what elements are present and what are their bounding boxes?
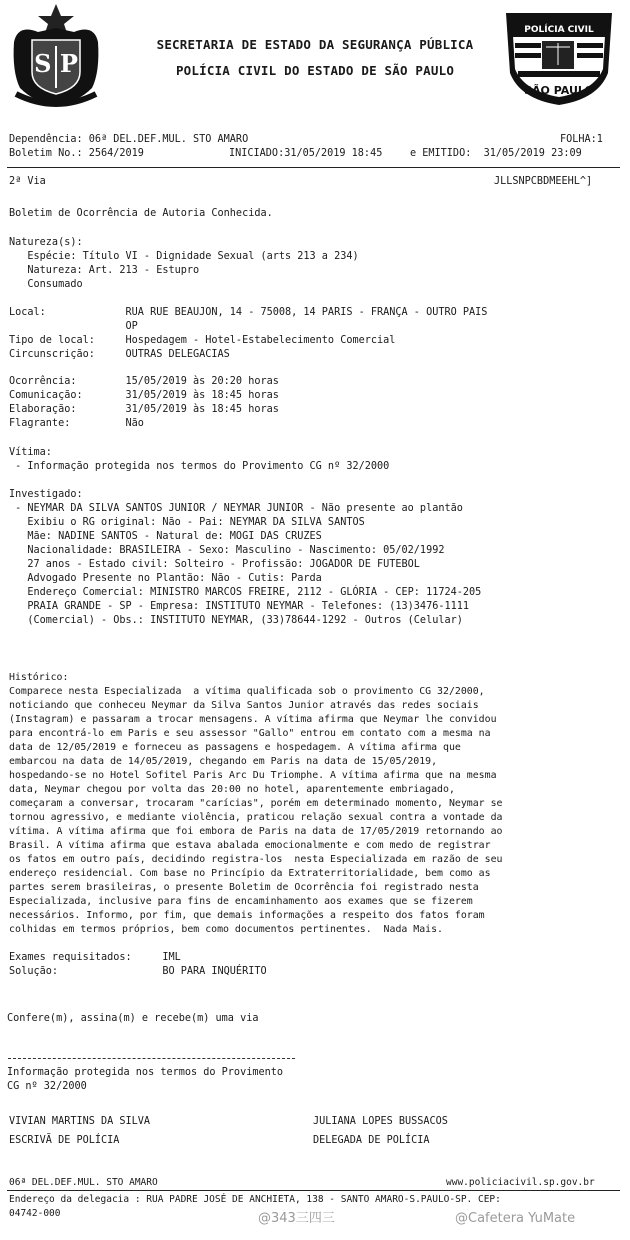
policia-civil-badge (502, 3, 616, 107)
local-line: Circunscrição: OUTRAS DELEGACIAS (9, 349, 230, 360)
historico-line: Comparece nesta Especializada a vítima qualificada sob o provimento CG 32/2000, (9, 686, 485, 697)
escriva-role: ESCRIVÃ DE POLÍCIA (9, 1135, 120, 1146)
natureza-line: Natureza: Art. 213 - Estupro (9, 265, 200, 276)
investigado-line: PRAIA GRANDE - SP - Empresa: INSTITUTO NEYMAR - Telefones: (13)3476-1111 (9, 601, 470, 612)
historico-line: para encontrá-lo em Paris e seu assessor "Gallo" entrou em contato com a mesma na (9, 728, 491, 739)
footer-divider (7, 1190, 620, 1191)
folha-number: FOLHA:1 (560, 134, 603, 145)
investigado-line: Nacionalidade: BRASILEIRA - Sexo: Masculino - Nascimento: 05/02/1992 (9, 545, 445, 556)
investigado-line: Mãe: NADINE SANTOS - Natural de: MOGI DAS CRUZES (9, 531, 322, 542)
footer-address-line2: 04742-000 (9, 1208, 61, 1219)
investigado-line: Endereço Comercial: MINISTRO MARCOS FREIRE, 2112 - GLÓRIA - CEP: 11724-205 (9, 587, 482, 598)
seal-sp-letters: S P (34, 49, 78, 78)
exames-section (9, 951, 621, 979)
watermark-left: @343三四三 (258, 1211, 335, 1226)
badge-bottom-label: SÃO PAULO (524, 84, 594, 97)
boletim-number: Boletim No.: 2564/2019 (9, 148, 144, 159)
historico-line: embarcou na data de 14/05/2019, chegando em Paris na data de 15/05/2019, (9, 756, 438, 767)
natureza-line: Espécie: Título VI - Dignidade Sexual (arts 213 a 234) (9, 251, 359, 262)
historico-line: necessários. Informo, por fim, que demais informações a respeito dos fatos foram (9, 910, 485, 921)
historico-line: data de 12/05/2019 e forneceu as passagens e hospedagem. A vítima afirma que (9, 742, 461, 753)
historico-line: data, Neymar chegou por volta das 20:00 no hotel, aparentemente embriagado, (9, 784, 455, 795)
date-line: Flagrante: Não (9, 418, 144, 429)
historico-line: endereço residencial. Com base no Princípio da Extraterritorialidade, bem como as (9, 868, 491, 879)
delegada-name: JULIANA LOPES BUSSACOS (313, 1116, 448, 1127)
delegada-role: DELEGADA DE POLÍCIA (313, 1135, 430, 1146)
natureza-section (9, 236, 621, 292)
signature-line (8, 1058, 295, 1059)
footer-website: www.policiacivil.sp.gov.br (446, 1177, 595, 1188)
historico-line: partes serem brasileiras, o presente Boletim de Ocorrência foi registrado nesta (9, 882, 479, 893)
report-title: Boletim de Ocorrência de Autoria Conhecida. (9, 208, 273, 219)
local-line: Local: RUA RUE BEAUJON, 14 - 75008, 14 PARIS - FRANÇA - OUTRO PAIS (9, 307, 488, 318)
investigado-line: Advogado Presente no Plantão: Não - Cutis: Parda (9, 573, 322, 584)
via-label: 2ª Via (9, 176, 46, 187)
local-line: OP (9, 321, 138, 332)
iniciado-date: INICIADO:31/05/2019 18:45 (229, 148, 383, 159)
date-line: Ocorrência: 15/05/2019 às 20:20 horas (9, 376, 279, 387)
escriva-name: VIVIAN MARTINS DA SILVA (9, 1116, 151, 1127)
historico-line: Especializada, inclusive para fins de encaminhamento aos exames que se fizerem (9, 896, 473, 907)
footer-address-line1: Endereço da delegacia : RUA PADRE JOSÉ DE ANCHIETA, 138 - SANTO AMARO-S.PAULO-SP. CEP: (9, 1194, 501, 1205)
historico-line: os fatos em outro país, decidindo registra-los nesta Especializada em razão de seu (9, 854, 503, 865)
meta-divider (7, 167, 620, 168)
watermark-right: @Cafetera YuMate (455, 1211, 576, 1226)
vitima-line: - Informação protegida nos termos do Provimento CG nº 32/2000 (9, 461, 390, 472)
date-line: Comunicação: 31/05/2019 às 18:45 horas (9, 390, 279, 401)
provimento-note-line2: CG nº 32/2000 (7, 1081, 87, 1092)
header-title-policia: POLÍCIA CIVIL DO ESTADO DE SÃO PAULO (175, 63, 455, 78)
historico-line: começaram a conversar, trocaram "carícias", porém em determinado momento, Neymar se (9, 798, 503, 809)
investigado-line: Exibiu o RG original: Não - Pai: NEYMAR DA SILVA SANTOS (9, 517, 365, 528)
sao-paulo-state-seal (8, 2, 104, 110)
provimento-note-line1: Informação protegida nos termos do Provimento (7, 1067, 284, 1078)
historico-section (9, 671, 621, 937)
exames-line: Exames requisitados: IML (9, 952, 181, 963)
historico-line: vítima. A vítima afirma que foi embora de Paris na data de 17/05/2019 retornando ao (9, 826, 503, 837)
investigado-line: - NEYMAR DA SILVA SANTOS JUNIOR / NEYMAR JUNIOR - Não presente ao plantão (9, 503, 463, 514)
investigado-section (9, 488, 621, 628)
footer-delegacia: 06ª DEL.DEF.MUL. STO AMARO (9, 1177, 158, 1188)
investigado-line: Investigado: (9, 489, 83, 500)
historico-line: tornou agressivo, e mediante violência, praticou relação sexual contra a vontade da (9, 812, 503, 823)
badge-top-label: POLÍCIA CIVIL (524, 25, 594, 35)
natureza-line: Consumado (9, 279, 83, 290)
dates-section (9, 375, 621, 431)
local-line: Tipo de local: Hospedagem - Hotel-Estabelecimento Comercial (9, 335, 396, 346)
historico-line: noticiando que conheceu Neymar da Silva Santos Junior através das redes sociais (9, 700, 479, 711)
emitido-date: e EMITIDO: 31/05/2019 23:09 (410, 148, 582, 159)
dependencia-line: Dependência: 06ª DEL.DEF.MUL. STO AMARO (9, 134, 249, 145)
header-title-secretaria: SECRETARIA DE ESTADO DA SEGURANÇA PÚBLICA (156, 37, 474, 52)
document-code: JLLSNPCBDMEEHL^] (494, 176, 593, 187)
date-line: Elaboração: 31/05/2019 às 18:45 horas (9, 404, 279, 415)
historico-line: Histórico: (9, 672, 69, 683)
historico-line: colhidas em termos próprios, bem como documentos pertinentes. Nada Mais. (9, 924, 444, 935)
historico-line: (Instagram) e passaram a trocar mensagens. A vítima afirma que Neymar lhe convidou (9, 714, 497, 725)
natureza-line: Natureza(s): (9, 237, 83, 248)
vitima-line: Vítima: (9, 447, 52, 458)
investigado-line: 27 anos - Estado civil: Solteiro - Profissão: JOGADOR DE FUTEBOL (9, 559, 420, 570)
vitima-section (9, 446, 621, 474)
investigado-line: (Comercial) - Obs.: INSTITUTO NEYMAR, (33)78644-1292 - Outros (Celular) (9, 615, 463, 626)
confere-text: Confere(m), assina(m) e recebe(m) uma via (7, 1013, 259, 1024)
solucao-line: Solução: BO PARA INQUÉRITO (9, 966, 267, 977)
local-section (9, 306, 621, 362)
historico-line: hospedando-se no Hotel Sofitel Paris Arc Du Triomphe. A vítima afirma que na mesma (9, 770, 497, 781)
historico-line: Brasil. A vítima afirma que estava abalada emocionalmente e com medo de registrar (9, 840, 491, 851)
